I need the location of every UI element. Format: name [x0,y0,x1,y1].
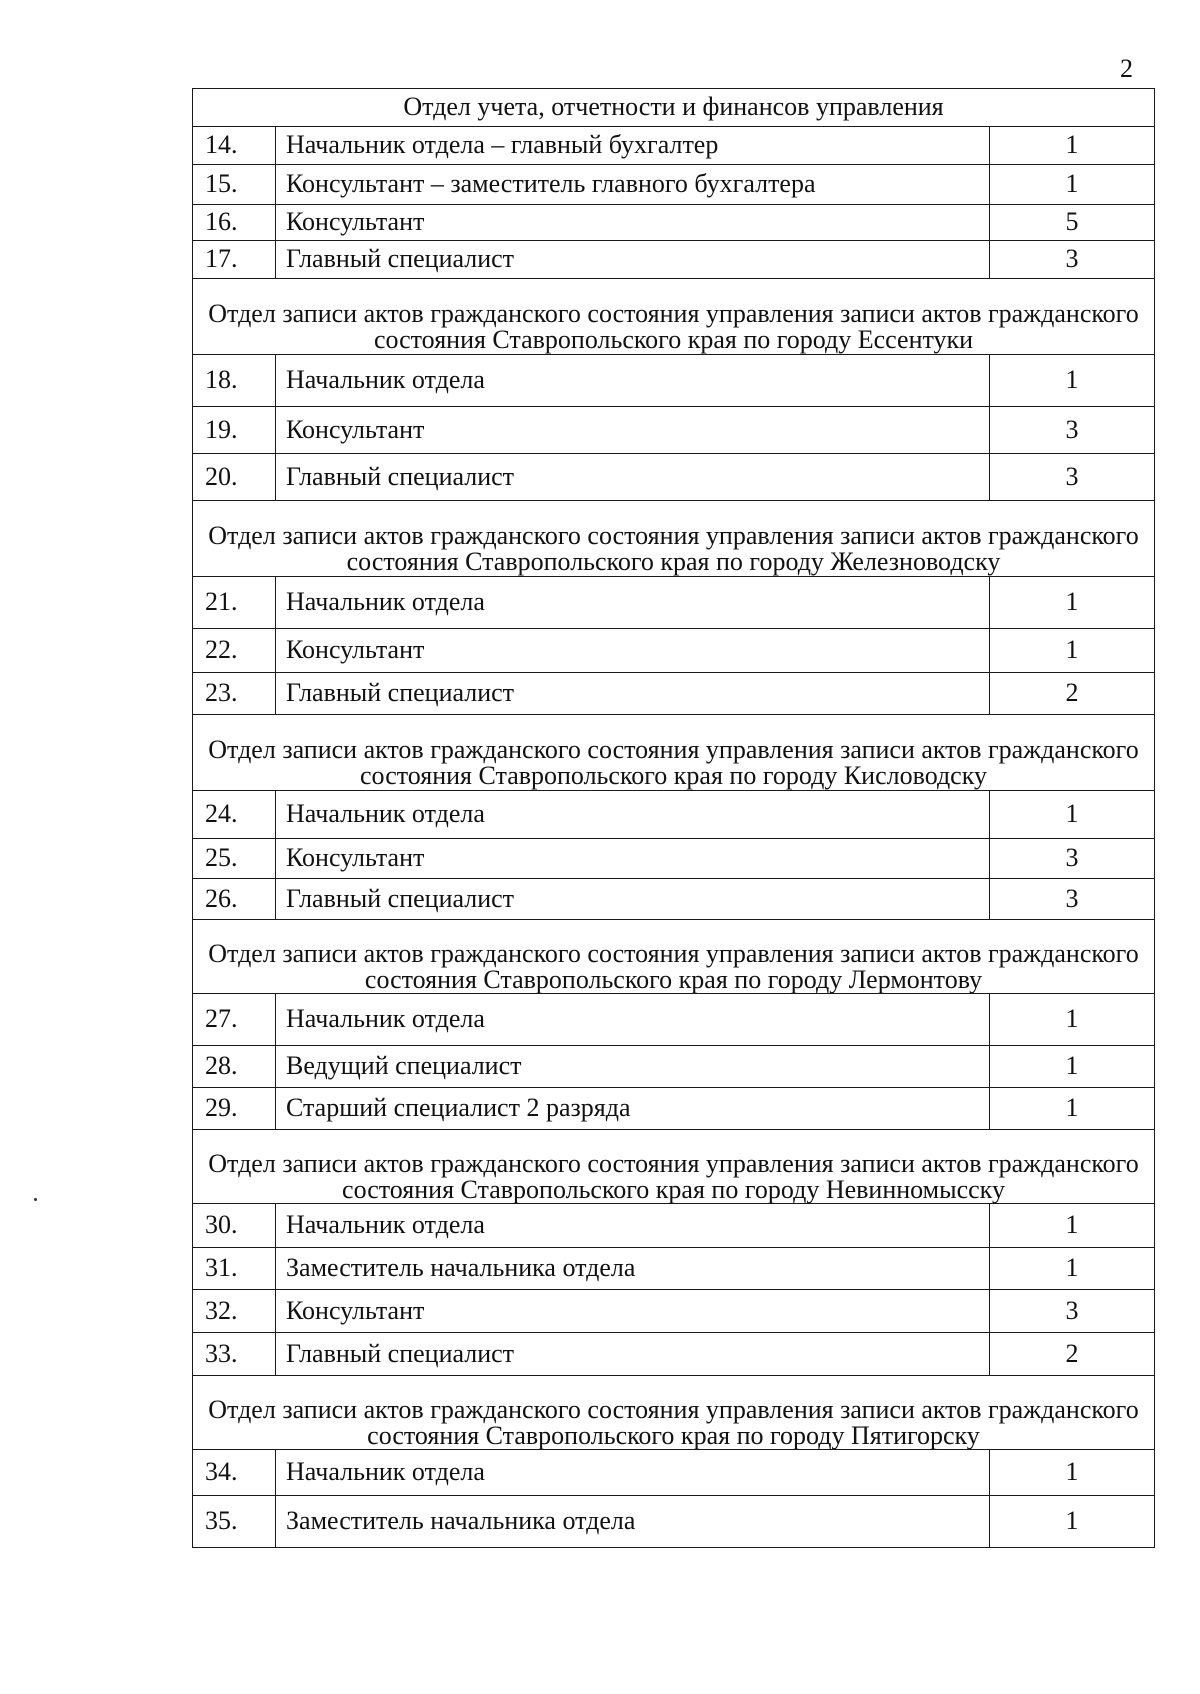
position-title: Начальник отдела [276,1450,990,1496]
section-title: Отдел записи актов гражданского состояния управления записи актов гражданского состояния Ставропольского края по городу Кисловодску [208,734,1139,790]
row-number: 19. [193,407,276,454]
position-title: Главный специалист [276,241,990,279]
table-row [193,127,1155,165]
row-number: 28. [193,1046,276,1088]
section-header-row [193,279,1155,355]
row-number: 22. [193,629,276,673]
table-row [193,1088,1155,1130]
section-title: Отдел записи актов гражданского состояния управления записи актов гражданского состояния Ставропольского края по городу Лермонтову [208,938,1139,994]
position-title: Консультант [276,839,990,879]
position-count: 3 [990,1290,1155,1333]
position-count: 3 [990,407,1155,454]
table-row [193,1333,1155,1376]
position-title: Заместитель начальника отдела [276,1248,990,1290]
position-title: Начальник отдела [276,1204,990,1248]
row-number: 17. [193,241,276,279]
position-count: 5 [990,205,1155,241]
section-title: Отдел записи актов гражданского состояния управления записи актов гражданского состояния Ставропольского края по городу Железноводску [208,520,1139,576]
position-title: Консультант [276,205,990,241]
position-count: 1 [990,1046,1155,1088]
section-header-row [193,1130,1155,1204]
position-count: 3 [990,241,1155,279]
section-header-row [193,501,1155,577]
position-count: 1 [990,127,1155,165]
table-row [193,879,1155,920]
position-title: Начальник отдела – главный бухгалтер [276,127,990,165]
row-number: 33. [193,1333,276,1376]
row-number: 26. [193,879,276,920]
row-number: 23. [193,673,276,715]
position-count: 1 [990,1204,1155,1248]
page-number: 2 [1120,54,1133,83]
position-title: Начальник отдела [276,577,990,629]
table-row [193,839,1155,879]
table-row [193,1496,1155,1548]
position-count: 1 [990,577,1155,629]
table-row [193,407,1155,454]
table-row [193,994,1155,1046]
position-title: Главный специалист [276,673,990,715]
position-count: 2 [990,1333,1155,1376]
position-count: 1 [990,629,1155,673]
row-number: 27. [193,994,276,1046]
scan-dot [34,1198,37,1201]
position-title: Консультант [276,1290,990,1333]
table-row [193,1204,1155,1248]
row-number: 20. [193,454,276,501]
position-title: Главный специалист [276,879,990,920]
row-number: 21. [193,577,276,629]
table-row [193,1290,1155,1333]
table-row [193,454,1155,501]
table-row [193,241,1155,279]
row-number: 15. [193,165,276,205]
row-number: 34. [193,1450,276,1496]
position-title: Начальник отдела [276,994,990,1046]
position-title: Консультант [276,407,990,454]
section-title: Отдел записи актов гражданского состояния управления записи актов гражданского состояния Ставропольского края по городу Ессентуки [208,298,1139,354]
table-row [193,205,1155,241]
position-title: Начальник отдела [276,791,990,839]
position-title: Начальник отдела [276,355,990,407]
position-title: Заместитель начальника отдела [276,1496,990,1548]
position-count: 1 [990,1496,1155,1548]
table-row [193,791,1155,839]
row-number: 25. [193,839,276,879]
row-number: 16. [193,205,276,241]
row-number: 31. [193,1248,276,1290]
section-title: Отдел учета, отчетности и финансов управления [193,89,1155,127]
position-count: 3 [990,454,1155,501]
row-number: 14. [193,127,276,165]
section-title: Отдел записи актов гражданского состояния управления записи актов гражданского состояния Ставропольского края по городу Пятигорску [208,1394,1139,1450]
position-count: 1 [990,1450,1155,1496]
table-row [193,673,1155,715]
table-row [193,1046,1155,1088]
row-number: 30. [193,1204,276,1248]
position-title: Консультант [276,629,990,673]
position-title: Главный специалист [276,454,990,501]
position-title: Ведущий специалист [276,1046,990,1088]
row-number: 29. [193,1088,276,1130]
position-count: 1 [990,994,1155,1046]
row-number: 35. [193,1496,276,1548]
section-header-row [193,89,1155,127]
table-row [193,577,1155,629]
position-count: 1 [990,1248,1155,1290]
position-title: Старший специалист 2 разряда [276,1088,990,1130]
position-title: Главный специалист [276,1333,990,1376]
row-number: 32. [193,1290,276,1333]
position-count: 3 [990,839,1155,879]
position-title: Консультант – заместитель главного бухгалтера [276,165,990,205]
table-row [193,355,1155,407]
row-number: 18. [193,355,276,407]
staff-table [192,88,1155,1548]
table-row [193,1248,1155,1290]
section-header-row [193,920,1155,994]
section-title: Отдел записи актов гражданского состояния управления записи актов гражданского состояния Ставропольского края по городу Невинномысску [208,1148,1139,1204]
position-count: 1 [990,1088,1155,1130]
table-row [193,1450,1155,1496]
position-count: 1 [990,165,1155,205]
position-count: 1 [990,791,1155,839]
position-count: 2 [990,673,1155,715]
position-count: 1 [990,355,1155,407]
section-header-row [193,1376,1155,1450]
position-count: 3 [990,879,1155,920]
table-row [193,165,1155,205]
table-row [193,629,1155,673]
row-number: 24. [193,791,276,839]
section-header-row [193,715,1155,791]
